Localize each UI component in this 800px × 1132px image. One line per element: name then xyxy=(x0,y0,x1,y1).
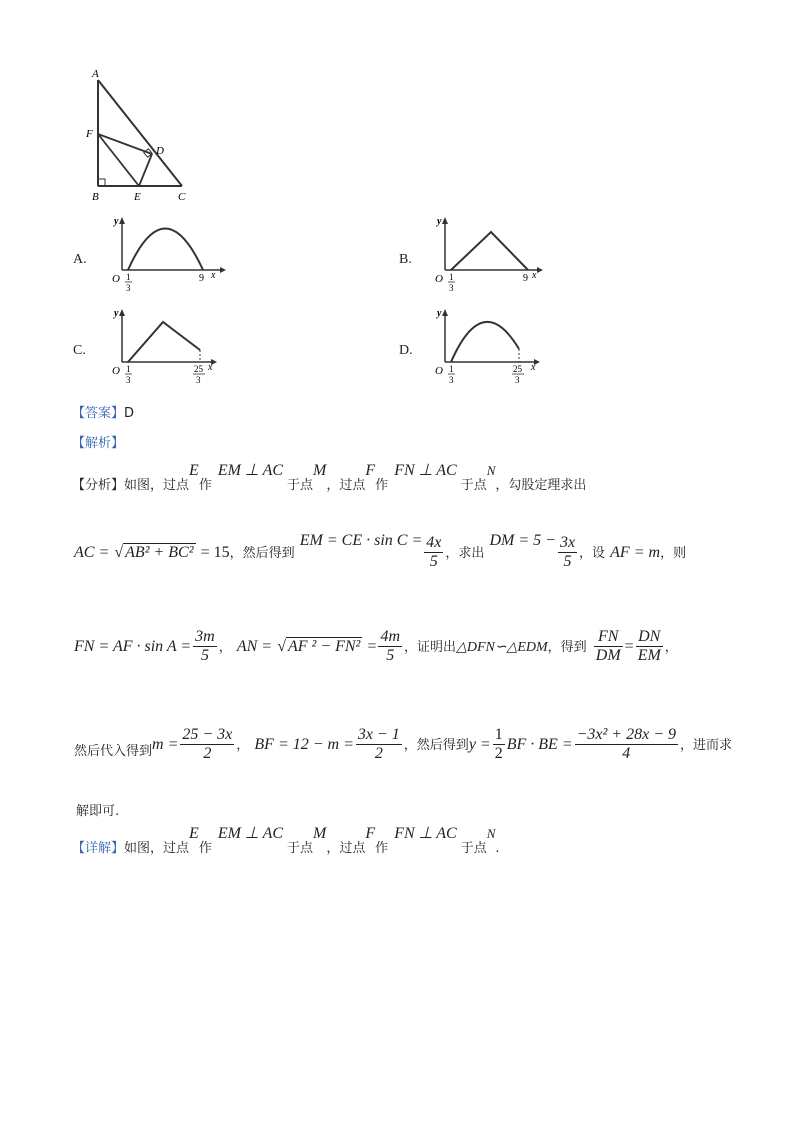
option-a-curve xyxy=(128,229,203,271)
formula-line-3: FN = AF · sin A = $\frac{3m}{5}$ ， AN = √ AF ² − FN² = $\frac{4m}{5}$ ，证明出△DFN∽△EDM，得到 $\frac{FN}{DM}$ = $\frac{DN}{EM}$ ， xyxy=(74,628,678,664)
fn-denominator: 5 xyxy=(200,647,209,664)
option-d-y-label: y xyxy=(437,308,442,319)
em-lhs: EM = CE · sin C = xyxy=(299,532,423,549)
line4-text-1: 然后代入得到 xyxy=(74,744,153,759)
option-c-end-num: 25 xyxy=(194,364,203,374)
fenxi-line xyxy=(72,460,587,493)
em-numerator: 4x xyxy=(426,534,442,551)
an-denominator: 5 xyxy=(386,647,395,664)
fenxi-zuo-2: 作 xyxy=(375,478,389,493)
line3-text-3: ， xyxy=(664,640,678,655)
xiangjie-line xyxy=(72,823,500,856)
option-a-tick-den: 3 xyxy=(126,283,131,293)
xiangjie-guodian: ，过点 xyxy=(326,841,366,856)
option-c-x-label: x xyxy=(208,362,213,373)
option-b-y-label: y xyxy=(437,216,442,227)
option-b-graph xyxy=(431,212,551,297)
option-d-graph xyxy=(431,304,551,389)
xiangjie-text-1: 如图，过点 xyxy=(124,841,190,856)
label-C: C xyxy=(178,191,186,203)
fenxi-point-n: N xyxy=(486,463,496,478)
option-a-end-label: 9 xyxy=(199,273,204,284)
ac-value: = 15 xyxy=(200,544,230,561)
line2-text-1: ，然后得到 xyxy=(229,546,295,561)
fenxi-point-e: E xyxy=(189,462,199,479)
formula-line-2: AC = √ AB² + BC² = 15，然后得到 EM = CE · sin C = $\frac{4x}{5}$ ，求出 DM = 5 − $\frac{3x}{5}$ ，设 AF = m，则 xyxy=(74,532,687,570)
xiangjie-point-e: E xyxy=(189,825,199,842)
side-AC xyxy=(98,80,182,186)
analysis-tag: 【解析】 xyxy=(72,436,125,451)
fn-lhs: FN = AF · sin A = xyxy=(74,638,192,655)
af-eq-m: AF = m xyxy=(610,544,661,561)
fn-numerator: 3m xyxy=(195,628,215,645)
fenxi-yudian-1: 于点 xyxy=(287,478,314,493)
label-E: E xyxy=(134,191,141,203)
line4-text-3: ，进而求 xyxy=(680,738,733,753)
half-denominator: 2 xyxy=(494,745,503,762)
line2-text-2: ，求出 xyxy=(445,546,485,561)
xiangjie-yudian-2: 于点 xyxy=(460,841,487,856)
ratio-eq: = xyxy=(624,638,634,655)
option-b-curve xyxy=(451,232,528,270)
option-a-graph xyxy=(108,212,228,297)
xiangjie-zuo-2: 作 xyxy=(375,841,389,856)
option-a-y-label: y xyxy=(114,216,119,227)
m-denominator: 2 xyxy=(203,745,212,762)
label-F: F xyxy=(86,128,93,140)
ratio1-denominator: DM xyxy=(595,647,621,664)
option-c-curve xyxy=(128,322,200,362)
an-radicand: AF ² − FN² xyxy=(287,638,361,655)
option-d-tick-den: 3 xyxy=(449,375,454,385)
xiangjie-tag: 【详解】 xyxy=(72,841,125,856)
option-d-end-num: 25 xyxy=(513,364,522,374)
ac-lhs: AC = xyxy=(74,544,110,561)
y-mid: BF · BE = xyxy=(506,736,573,753)
answer-line xyxy=(72,402,134,421)
option-c-origin-label: O xyxy=(112,365,120,377)
ratio2-denominator: EM xyxy=(637,647,661,664)
fenxi-em-ac: EM ⊥ AC xyxy=(217,462,284,479)
answer-value: D xyxy=(124,406,135,421)
fenxi-yudian-2: 于点 xyxy=(460,478,487,493)
fenxi-text-1: 如图，过点 xyxy=(124,478,190,493)
option-d-x-label: x xyxy=(531,362,536,373)
dm-denominator: 5 xyxy=(563,553,572,570)
formula-line-4 xyxy=(74,726,732,763)
option-d-tick-num: 1 xyxy=(449,364,454,374)
an-lhs: AN = xyxy=(236,638,273,655)
option-a-label: A. xyxy=(73,252,87,267)
xiangjie-yudian-1: 于点 xyxy=(287,841,314,856)
option-b-origin-label: O xyxy=(435,273,443,285)
fenxi-point-m: M xyxy=(313,462,327,479)
y-denominator: 4 xyxy=(622,745,631,762)
ratio1-numerator: FN xyxy=(594,628,623,647)
an-eq: = xyxy=(367,638,377,655)
fenxi-zuo-1: 作 xyxy=(198,478,212,493)
xiangjie-text-end: . xyxy=(495,841,500,856)
line2-text-4: ，则 xyxy=(660,546,687,561)
em-denominator: 5 xyxy=(429,553,438,570)
right-angle-B xyxy=(98,179,105,186)
dm-numerator: 3x xyxy=(559,534,576,551)
line4-comma: ， xyxy=(236,738,250,753)
option-b-label: B. xyxy=(399,252,412,267)
option-b-x-label: x xyxy=(532,270,537,281)
xiangjie-zuo-1: 作 xyxy=(198,841,212,856)
xiangjie-fn-ac: FN ⊥ AC xyxy=(394,825,457,842)
line3-comma: ， xyxy=(218,640,232,655)
option-d-curve xyxy=(451,322,519,362)
line-5: 解即可. xyxy=(76,804,120,819)
line3-text-1: ，证明出 xyxy=(404,640,457,655)
an-numerator: 4m xyxy=(380,628,401,645)
bf-denominator: 2 xyxy=(374,745,383,762)
bf-numerator: 3x − 1 xyxy=(357,726,400,743)
fenxi-fn-ac: FN ⊥ AC xyxy=(394,462,457,479)
label-B: B xyxy=(92,191,99,203)
label-A: A xyxy=(92,68,99,80)
dm-lhs: DM = 5 − xyxy=(489,532,556,549)
option-b-tick-num: 1 xyxy=(449,272,454,282)
option-a-tick-num: 1 xyxy=(126,272,131,282)
option-d-origin-label: O xyxy=(435,365,443,377)
line4-text-2: ，然后得到 xyxy=(403,738,469,753)
xiangjie-em-ac: EM ⊥ AC xyxy=(217,825,284,842)
m-numerator: 25 − 3x xyxy=(182,726,233,743)
option-c-end-den: 3 xyxy=(196,375,201,385)
option-c-y-label: y xyxy=(114,308,119,319)
option-c-label: C. xyxy=(73,343,86,358)
similar-triangles: △DFN∽△EDM xyxy=(456,640,548,655)
option-c-graph xyxy=(108,304,228,389)
option-c-tick-num: 1 xyxy=(126,364,131,374)
ratio2-numerator: DN xyxy=(636,628,663,647)
xiangjie-point-f: F xyxy=(365,825,376,842)
answer-tag: 【答案】 xyxy=(72,406,125,421)
option-a-x-label: x xyxy=(211,270,216,281)
option-b-tick-den: 3 xyxy=(449,283,454,293)
half-numerator: 1 xyxy=(494,726,503,743)
bf-lhs: BF = 12 − m = xyxy=(254,736,354,753)
line2-text-3: ，设 xyxy=(579,546,606,561)
m-lhs: m = xyxy=(152,736,179,753)
option-d-end-den: 3 xyxy=(515,375,520,385)
fenxi-guodian: ，过点 xyxy=(326,478,366,493)
segment-ED xyxy=(139,154,152,186)
option-a-origin-label: O xyxy=(112,273,120,285)
option-c-tick-den: 3 xyxy=(126,375,131,385)
fenxi-point-f: F xyxy=(365,462,376,479)
triangle-figure xyxy=(80,62,200,207)
fenxi-text-end: ，勾股定理求出 xyxy=(495,478,587,493)
xiangjie-point-n: N xyxy=(486,826,496,841)
y-lhs: y = xyxy=(468,736,491,753)
option-d-label: D. xyxy=(399,343,413,358)
y-numerator: −3x² + 28x − 9 xyxy=(576,726,676,743)
label-D: D xyxy=(156,145,164,157)
fenxi-tag: 【分析】 xyxy=(72,478,125,493)
ac-radicand: AB² + BC² xyxy=(125,544,194,561)
line3-text-2: ，得到 xyxy=(547,640,587,655)
xiangjie-point-m: M xyxy=(313,825,327,842)
option-b-end-label: 9 xyxy=(523,273,528,284)
